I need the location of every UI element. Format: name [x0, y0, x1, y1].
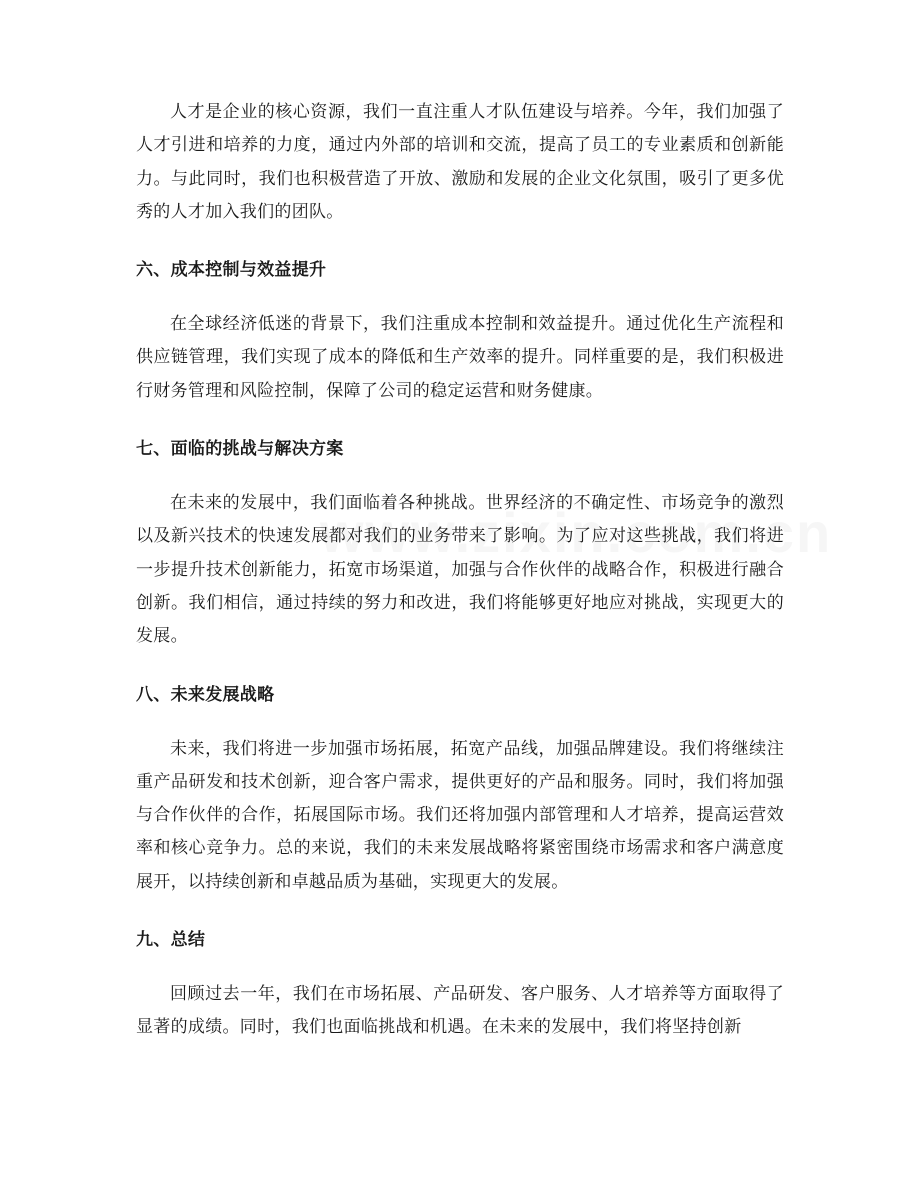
heading-future-strategy: 八、未来发展战略	[136, 684, 275, 705]
heading-challenges: 七、面临的挑战与解决方案	[136, 439, 344, 460]
document-body	[136, 96, 784, 1045]
paragraph-cost-control: 在全球经济低迷的背景下，我们注重成本控制和效益提升。通过优化生产流程和供应链管理，我们实现了成本的降低和生产效率的提升。同样重要的是，我们积极进行财务管理和风险控制，保障了公司的稳定运营和财务健康。	[136, 314, 784, 401]
heading-summary: 九、总结	[136, 930, 206, 951]
paragraph-challenges: 在未来的发展中，我们面临着各种挑战。世界经济的不确定性、市场竞争的激烈以及新兴技术的快速发展都对我们的业务带来了影响。为了应对这些挑战，我们将进一步提升技术创新能力，拓宽市场渠道，加强与合作伙伴的战略合作，积极进行融合创新。我们相信，通过持续的努力和改进，我们将能够更好地应对挑战，实现更大的发展。	[136, 493, 784, 647]
paragraph-future-strategy: 未来，我们将进一步加强市场拓展，拓宽产品线，加强品牌建设。我们将继续注重产品研发和技术创新，迎合客户需求，提供更好的产品和服务。同时，我们将加强与合作伙伴的合作，拓展国际市场。我们还将加强内部管理和人才培养，提高运营效率和核心竞争力。总的来说，我们的未来发展战略将紧密围绕市场需求和客户满意度展开，以持续创新和卓越品质为基础，实现更大的发展。	[136, 738, 784, 892]
heading-cost-control: 六、成本控制与效益提升	[136, 260, 327, 281]
paragraph-talent: 人才是企业的核心资源，我们一直注重人才队伍建设与培养。今年，我们加强了人才引进和培养的力度，通过内外部的培训和交流，提高了员工的专业素质和创新能力。与此同时，我们也积极营造了开放、激励和发展的企业文化氛围，吸引了更多优秀的人才加入我们的团队。	[136, 102, 784, 222]
paragraph-summary: 回顾过去一年，我们在市场拓展、产品研发、客户服务、人才培养等方面取得了显著的成绩。同时，我们也面临挑战和机遇。在未来的发展中，我们将坚持创新	[136, 984, 784, 1038]
